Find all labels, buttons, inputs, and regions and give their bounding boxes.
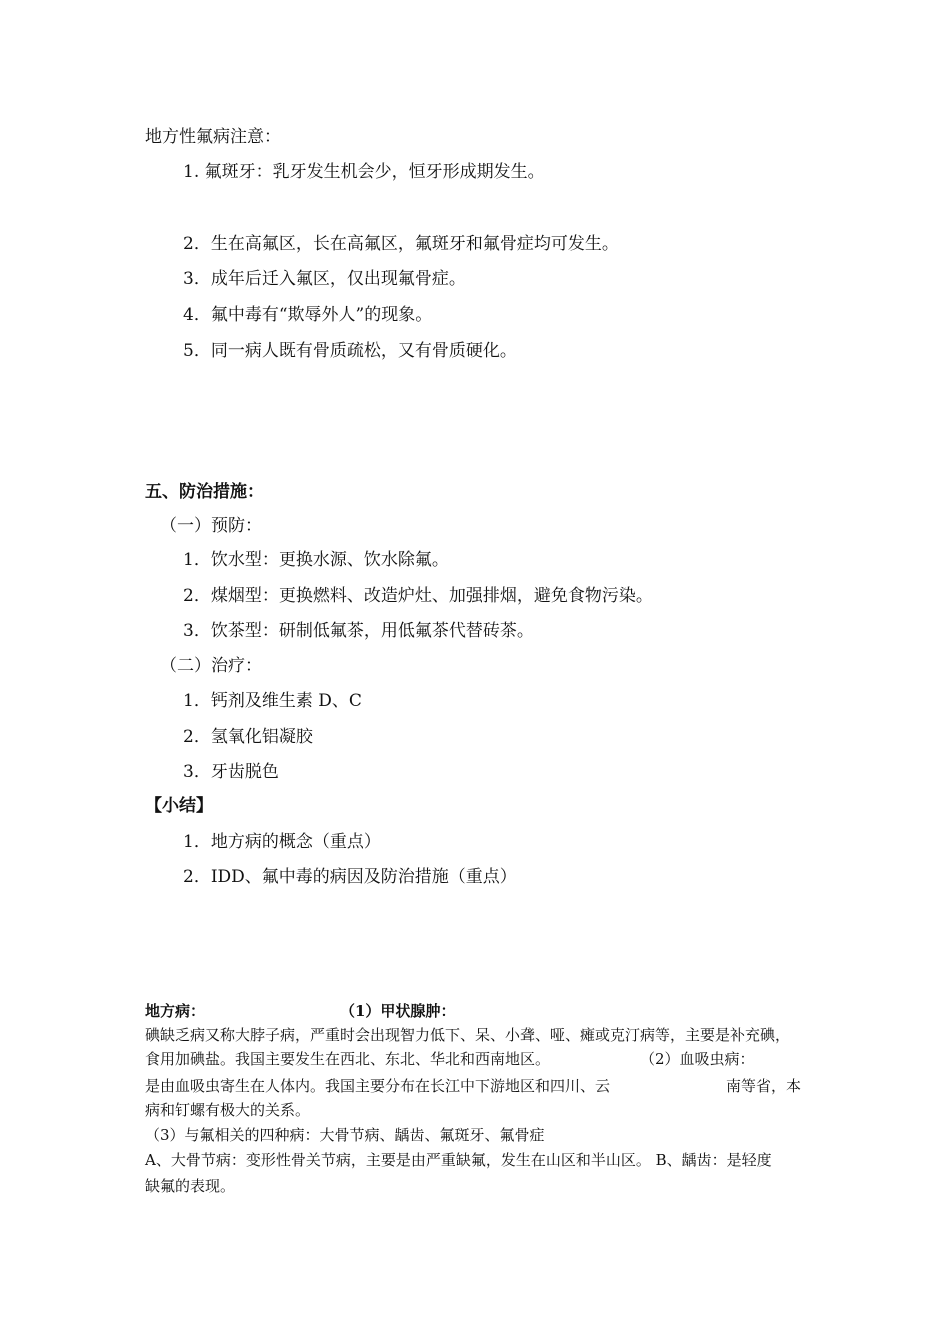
treatment-item: 2．氢氧化铝凝胶 <box>183 727 313 747</box>
endemic-text-line: 食用加碘盐。我国主要发生在西北、东北、华北和西南地区。 <box>145 1050 551 1068</box>
fluorine-diseases-title: （3）与氟相关的四种病：大骨节病、龋齿、氟斑牙、氟骨症 <box>145 1126 545 1144</box>
prevention-item: 2．煤烟型：更换燃料、改造炉灶、加强排烟，避免食物污染。 <box>183 586 653 606</box>
prevention-heading: 五、防治措施： <box>145 482 264 502</box>
endemic-label: 地方病： <box>145 1002 206 1020</box>
goiter-title: （1）甲状腺肿： <box>340 1002 456 1020</box>
summary-item: 1．地方病的概念（重点） <box>183 832 381 852</box>
endemic-text-line: 病和钉螺有极大的关系。 <box>145 1101 311 1119</box>
fluorosis-note-item: 2．生在高氟区，长在高氟区，氟斑牙和氟骨症均可发生。 <box>183 234 619 254</box>
prevention-item: 3．饮茶型：研制低氟茶，用低氟茶代替砖茶。 <box>183 621 534 641</box>
summary-item: 2．IDD、氟中毒的病因及防治措施（重点） <box>183 867 517 887</box>
fluorosis-notes-heading: 地方性氟病注意： <box>145 127 281 147</box>
summary-heading: 【小结】 <box>145 796 213 816</box>
schistosomiasis-title: （2）血吸虫病： <box>640 1050 755 1068</box>
fluorosis-note-item: 4．氟中毒有“欺辱外人”的现象。 <box>183 305 433 325</box>
endemic-text-line: 碘缺乏病又称大脖子病，严重时会出现智力低下、呆、小聋、哑、瘫或克汀病等，主要是补充碘， <box>145 1026 791 1044</box>
endemic-text-line: A、大骨节病：变形性骨关节病，主要是由严重缺氟，发生在山区和半山区。 B、龋齿：是轻度 <box>145 1151 772 1169</box>
endemic-text-line: 缺氟的表现。 <box>145 1177 236 1195</box>
prevention-item: 1．饮水型：更换水源、饮水除氟。 <box>183 550 449 570</box>
treatment-item: 1．钙剂及维生素 D、C <box>183 691 362 711</box>
fluorosis-note-item: 3．成年后迁入氟区，仅出现氟骨症。 <box>183 269 466 289</box>
treatment-subheading: （二）治疗： <box>160 656 262 676</box>
treatment-item: 3．牙齿脱色 <box>183 762 279 782</box>
fluorosis-note-item: 1. 氟斑牙：乳牙发生机会少，恒牙形成期发生。 <box>183 162 545 182</box>
prevention-subheading: （一）预防： <box>160 516 262 536</box>
endemic-text-line: 是由血吸虫寄生在人体内。我国主要分布在长江中下游地区和四川、云 <box>145 1077 611 1095</box>
endemic-text-line: 南等省，本 <box>726 1077 802 1095</box>
fluorosis-note-item: 5．同一病人既有骨质疏松，又有骨质硬化。 <box>183 341 517 361</box>
